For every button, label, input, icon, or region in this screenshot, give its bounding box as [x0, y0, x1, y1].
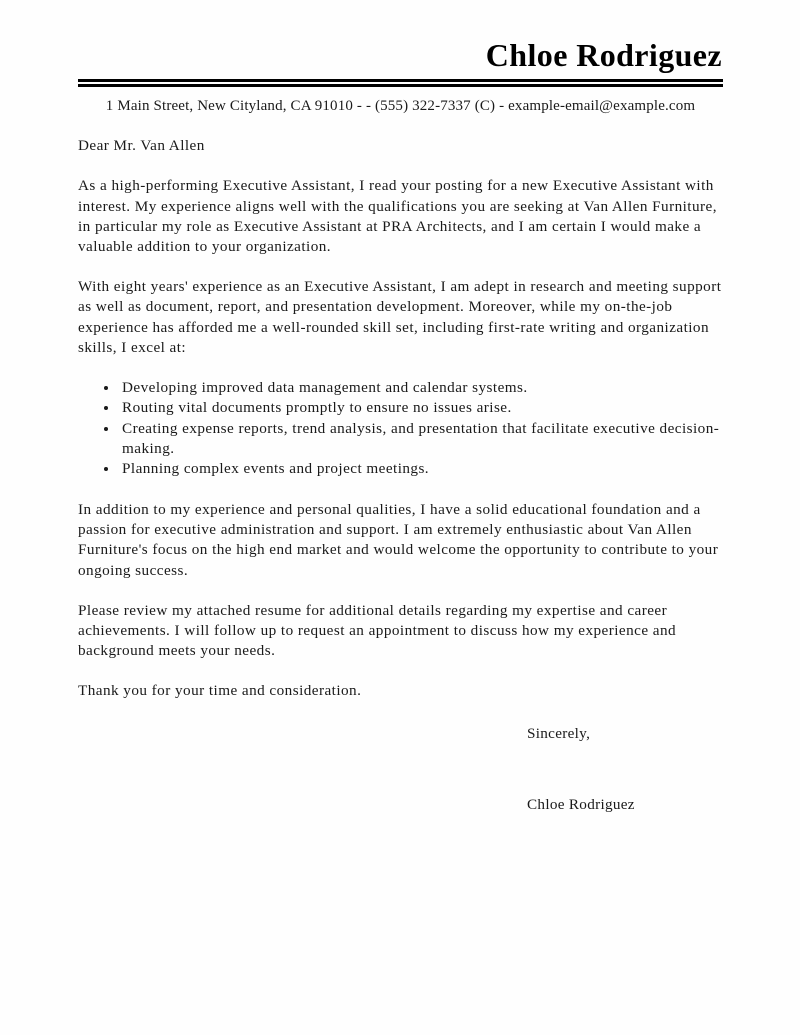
body-paragraph-2: With eight years' experience as an Executive Assistant, I am adept in research and meeting support as well as document, report, and presentation development. Moreover, while my on-the-job experience has afforded me a well-rounded skill set, including first-rate writing and organization skills, I excel at: — [78, 278, 722, 356]
signature-name: Chloe Rodriguez — [527, 795, 635, 813]
list-item-label: Developing improved data management and calendar systems. — [122, 379, 528, 397]
qualifications-list — [78, 378, 723, 480]
bullet-icon — [104, 427, 108, 431]
header-double-rule — [78, 79, 723, 87]
letterhead — [78, 0, 723, 116]
list-item-label: Planning complex events and project meetings. — [122, 460, 430, 478]
list-item — [78, 398, 723, 418]
bullet-icon — [104, 406, 108, 410]
body-paragraph-4: Please review my attached resume for additional details regarding my expertise and career achievements. I will follow up to request an appointment to discuss how my experience and background meets your needs. — [78, 601, 677, 660]
header-rule-lower — [78, 84, 723, 87]
body-paragraph-1: As a high-performing Executive Assistant, I read your posting for a new Executive Assistant with interest. My experience aligns well with the qualifications you are seeking at Van Allen Furniture, in particular my role as Executive Assistant at PRA Architects, and I am certain I would make a valuable addition to your organization. — [78, 177, 717, 255]
list-item — [78, 419, 723, 460]
list-item-label: Creating expense reports, trend analysis, and presentation that facilitate executive decision-making. — [122, 419, 720, 458]
bullet-icon — [104, 467, 108, 471]
list-item — [78, 459, 723, 479]
sign-off: Sincerely, — [527, 724, 591, 742]
document-content — [78, 0, 723, 815]
closing-line: Thank you for your time and consideration. — [78, 682, 362, 700]
signature-block — [78, 724, 723, 815]
body-paragraph-3: In addition to my experience and personal qualities, I have a solid educational foundation and a passion for executive administration and support. I am extremely enthusiastic about Van Allen Furniture's focus on the high end market and would welcome the opportunity to contribute to your ongoing success. — [78, 500, 719, 579]
letter-body — [78, 136, 723, 702]
salutation: Dear Mr. Van Allen — [78, 137, 205, 155]
bullet-icon — [104, 386, 108, 390]
list-item — [78, 378, 723, 398]
list-item-label: Routing vital documents promptly to ensure no issues arise. — [122, 399, 512, 417]
contact-info-line: 1 Main Street, New Cityland, CA 91010 - - (555) 322-7337 (C) - example-email@example.com — [105, 97, 696, 114]
page-title: Chloe Rodriguez — [485, 37, 722, 73]
